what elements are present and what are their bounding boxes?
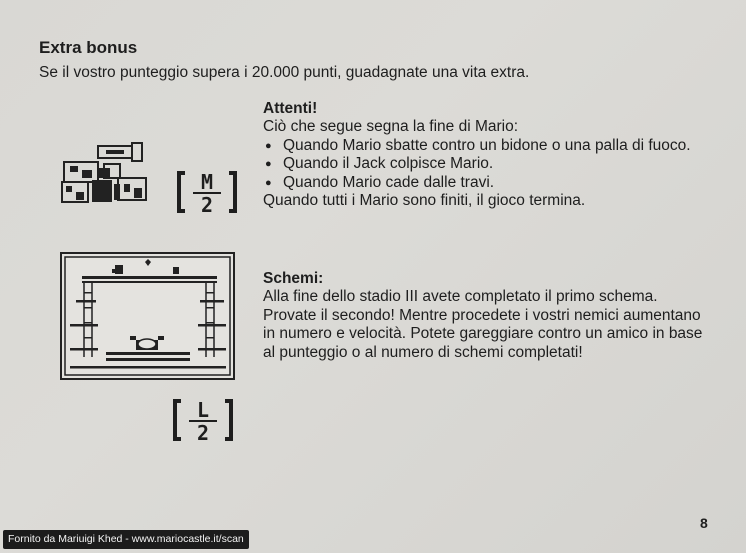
- section-title-attenti: Attenti!: [263, 100, 318, 117]
- game-screen-illustration: [60, 252, 235, 380]
- schemi-text: Alla fine dello stadio III avete completato il primo schema. Provate il secondo! Mentre procedete i vostri nemici aumentano in numero e velocità. Potete gareggiare contro un amico in base al punteggio o al numero di schemi completati!: [263, 288, 703, 361]
- attenti-list: [263, 137, 703, 192]
- level-icon-l2-number: 2: [196, 421, 210, 445]
- attenti-intro: Ciò che segue segna la fine di Mario:: [263, 118, 519, 136]
- section-schemi: [263, 270, 703, 362]
- credit-label: Fornito da Mariuigi Khed - www.mariocastle.it/scan: [3, 530, 249, 549]
- list-item: ● Quando il Jack colpisce Mario.: [263, 155, 703, 173]
- attenti-outro: Quando tutti i Mario sono finiti, il gioco termina.: [263, 192, 586, 210]
- page-number: 8: [700, 515, 708, 531]
- level-icon-m2-number: 2: [200, 193, 214, 217]
- list-item: ● Quando Mario cade dalle travi.: [263, 174, 703, 192]
- level-icon-l2: [171, 397, 235, 443]
- level-icon-m2: [175, 169, 239, 215]
- list-item: ● Quando Mario sbatte contro un bidone o una palla di fuoco.: [263, 137, 703, 155]
- level-icon-l2-letter: L: [196, 398, 210, 422]
- level-icon-m2-letter: M: [200, 170, 214, 194]
- section-title-schemi: Schemi:: [263, 270, 324, 287]
- mario-fall-illustration: [58, 140, 158, 210]
- section-title-extra-bonus: Extra bonus: [39, 38, 138, 57]
- extra-bonus-text: Se il vostro punteggio supera i 20.000 punti, guadagnate una vita extra.: [39, 64, 530, 81]
- section-attenti: [263, 100, 703, 210]
